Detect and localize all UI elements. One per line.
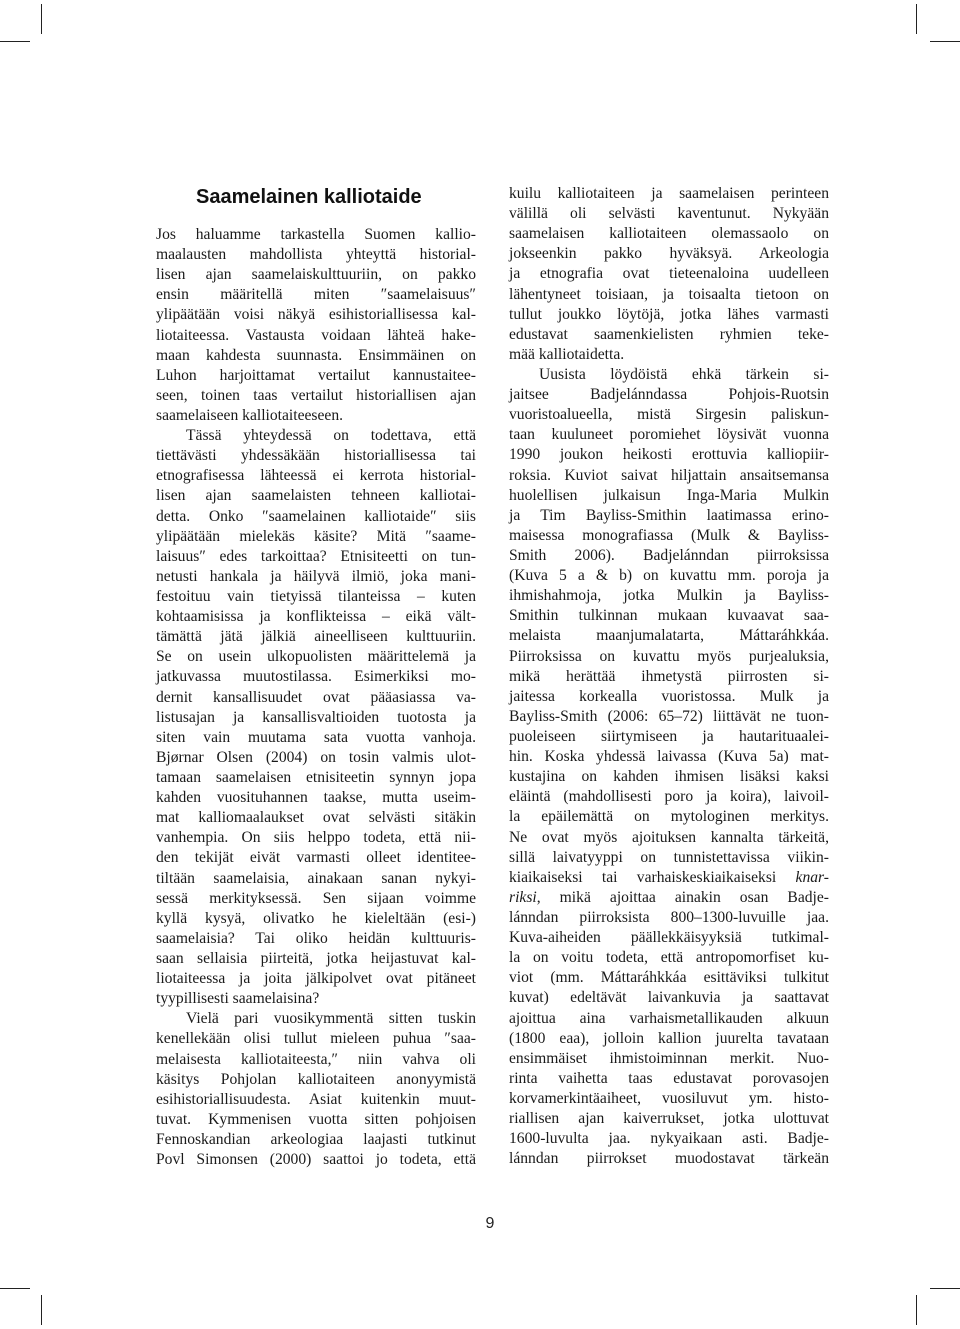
text-line: dernit kansallisuudet ovat pääasiassa va-: [156, 688, 476, 706]
text-line: kahden vuosituhannen taakse, mutta useim-: [156, 789, 476, 807]
crop-mark: [930, 1288, 960, 1289]
text-line: saamelaiseen kalliotaiteeseen.: [156, 406, 344, 424]
text-line: la on voitu todeta, että antropomorfiset ku-: [509, 949, 829, 967]
text-line: roksia. Kuviot saivat hiljattain ansaitsemansa: [509, 466, 829, 484]
text-line: liotaiteessa. Vastausta voidaan lähteä hake-: [156, 326, 476, 344]
text-line: kyllä kysyä, olivatko he kieleltään (esi-): [156, 909, 476, 927]
text-line: Tässä yhteydessä on todettava, että: [186, 427, 476, 445]
crop-mark: [930, 41, 960, 42]
text-line: 1600-luvulta jaa. nykyaikaan asti. Badje-: [509, 1130, 829, 1148]
text-line: lánndan piirroksista 800–1300-luvuille jaa.: [509, 908, 829, 926]
text-line: Ne ovat myös ajoituksen kannalta tärkeitä,: [509, 828, 829, 846]
text-line: kustajina on kahden ihmisen lisäksi kaksi: [509, 768, 829, 786]
text-line: hin. Koska yhdessä laivassa (Kuva 5a) mat-: [509, 748, 829, 766]
text-line: huolellisen julkaisun Inga-Maria Mulkin: [509, 486, 829, 504]
text-line: vanhempia. On siis helppo todeta, että nii-: [156, 829, 476, 847]
text-line: edustavat saamenkielisten ryhmien teke-: [509, 325, 829, 343]
text-line: laisuus″ edes tarkoittaa? Etnisiteetti on tun-: [156, 547, 476, 565]
text-line: korvamerkintäaiheet, vuosiluvut ym. histo-: [509, 1089, 829, 1107]
text-line: Bayliss-Smith (2006: 65–72) liittävät ne tuon-: [509, 707, 829, 725]
text-line: puoleiseen siirtymiseen ja hautarituaalei-: [509, 727, 829, 745]
text-line: kuilu kalliotaiteen ja saamelaisen perinteen: [509, 185, 829, 202]
text-line: tullut joukko löytöjä, jotka lähes varmasti: [509, 305, 829, 323]
text-line: kenellekään olisi tullut mieleen puhua ″saa-: [156, 1030, 476, 1048]
text-line: etnografisessa lähteessä ei kerrota historial-: [156, 467, 476, 485]
text-line: saamelaisia? Tai oliko heidän kulttuuris-: [156, 929, 476, 947]
text-line: jaitsee Badjelánndassa Pohjois-Ruotsin: [509, 386, 829, 404]
text-line: mää kalliotaidetta.: [509, 345, 625, 363]
text-line: ja etnografia ovat tieteenaloina uudelleen: [509, 265, 829, 283]
text-line: ihmishahmoja, jotka Mulkin ja Bayliss-: [509, 587, 829, 605]
text-line: ensin määritellä miten ″saamelaisuus″: [156, 286, 476, 304]
text-line: Vielä pari vuosikymmentä sitten tuskin: [186, 1010, 476, 1028]
text-line: jokseenkin pakko hyväksyä. Arkeologia: [509, 245, 829, 263]
text-line: käsitys Pohjolan kalliotaiteen anonyymistä: [156, 1070, 476, 1088]
text-line: sillä laivatyyppi on tunnistettavissa viikin-: [509, 848, 829, 866]
text-line: siten vain muutama sata vuotta vanhoja.: [156, 728, 476, 746]
text-line: seen, toinen taas vertailut historiallisen ajan: [156, 386, 476, 404]
text-line: listusajan ja kansallisvaltioiden tuotosta ja: [156, 708, 476, 726]
text-line: tämättä jätä jälkiä aineelliseen kulttuuriin.: [156, 628, 476, 646]
text-line: maalausten mahdollista yhteyttä historial-: [156, 246, 476, 264]
text-line: den tekijät eivät varmasti olleet identitee-: [156, 849, 476, 867]
text-line: ylipäätään mielekäs käsite? Mitä ″saame-: [156, 527, 476, 545]
text-line: ensimmäiset ihmistoiminnan merkit. Nuo-: [509, 1049, 829, 1067]
text-line: eläintä (mahdollisesti poro ja koira), laivoil-: [509, 788, 829, 806]
page-number: 9: [485, 1215, 495, 1232]
text-line: kuvat) edeltävät laivankuvia ja saattavat: [509, 989, 829, 1007]
text-line: ja Tim Bayliss-Smithin laatimassa erino-: [509, 506, 829, 524]
text-line: Piirroksissa on kuvattu myös purjealuksia,: [509, 647, 829, 665]
text-line: viot (mm. Máttaráhkkáa esittäviksi tulkitut: [509, 969, 829, 987]
text-line: Se on usein ulkopuolisten määrittelemä ja: [156, 648, 476, 666]
text-line: (Kuva 5 a & b) on kuvattu mm. poroja ja: [509, 567, 829, 585]
text-line: Luhon harjoittamat vertailut kannustaitee-: [156, 366, 476, 384]
text-line: Jos haluamme tarkastella Suomen kallio-: [156, 226, 476, 243]
text-line: maisessa monografiassa (Mulk & Bayliss-: [509, 526, 829, 544]
text-line: taan kuuluneet poromiehet löysivät vuonna: [509, 426, 829, 444]
text-line: mat kalliomaalaukset ovat selvästi sitäkin: [156, 809, 476, 827]
text-line: jaitessa korkealla vuoristossa. Mulk ja: [509, 687, 829, 705]
text-line: lisen ajan saamelaisten tehneen kalliotai-: [156, 487, 476, 505]
text-line: tuvat. Kymmenisen vuotta sitten pohjoisen: [156, 1110, 476, 1128]
text-line: tamaan saamelaisen etnisiteetin synnyn jopa: [156, 768, 476, 786]
text-line: melaista maanjumalatarta, Máttaráhkkáa.: [509, 627, 829, 645]
text-line: jatkuvassa muutostilassa. Esimerkiksi mo-: [156, 668, 476, 686]
text-line: tyypillisesti saamelaisina?: [156, 990, 320, 1008]
text-line: Fennoskandian arkeologiaa laajasti tutkinut: [156, 1130, 476, 1148]
text-line: tiettävästi yhdessäkään historiallisessa tai: [156, 447, 476, 465]
text-line: Bjørnar Olsen (2004) on tosin valmis ulot-: [156, 748, 476, 766]
crop-mark: [0, 41, 30, 42]
text-line: Kuva-aiheiden päällekkäisyyksiä tutkimal-: [509, 929, 829, 947]
text-line: ajoittua aina varhaismetallikauden alkuun: [509, 1009, 829, 1027]
text-line: lánndan piirrokset muodostavat tärkeän: [509, 1150, 829, 1168]
text-line: Smith 2006). Badjelánndan piirroksissa: [509, 546, 829, 564]
text-line: la epäilemättä on mytologinen merkitys.: [509, 808, 829, 826]
crop-mark: [916, 4, 917, 34]
text-line: lähentyneet toisiaan, ja toisaalta tietoon on: [509, 285, 829, 303]
text-line: saan sellaisia piirteitä, jotka heijastuvat kal-: [156, 949, 476, 967]
text-line: rinta vaihetta taas edustavat porovasojen: [509, 1069, 829, 1087]
text-line: melaisesta kalliotaiteesta,″ niin vahva oli: [156, 1050, 476, 1068]
text-line: ylipäätään voisi näkyä esihistoriallisessa kal-: [156, 306, 476, 324]
crop-mark: [41, 4, 42, 34]
crop-mark: [916, 1295, 917, 1325]
crop-mark: [0, 1288, 30, 1289]
text-line: esihistoriallisuudesta. Asiat kuitenkin muut-: [156, 1090, 476, 1108]
text-line: välillä oli selvästi kaventunut. Nykyään: [509, 205, 829, 223]
text-line: maan kahdesta suunnasta. Ensimmäinen on: [156, 346, 476, 364]
text-line: lisen ajan saamelaiskulttuuriin, on pakko: [156, 266, 476, 284]
text-line: festoituu vain tietyissä tilanteissa – kuten: [156, 587, 476, 605]
text-line: tiltään saamelaisia, ainakaan sanan nykyi-: [156, 869, 476, 887]
text-line: mikä herättää ihmetystä piirrosten si-: [509, 667, 829, 685]
text-line: vuoristoalueella, mistä Sirgesin paliskun-: [509, 406, 829, 424]
text-line: liotaiteessa ja joita jälkipolvet ovat pitäneet: [156, 970, 476, 988]
text-line: kiaikaiseksi tai varhaiskeskiaikaiseksi knar-: [509, 868, 829, 886]
crop-mark: [41, 1295, 42, 1325]
text-line: 1990 joukon heikosti erottuvia kalliopiir-: [509, 446, 829, 464]
text-line: (1800 eaa), jolloin kallion juurelta tavataan: [509, 1029, 829, 1047]
text-line: Smithin tulkinnan mukaan kuvaavat saa-: [509, 607, 829, 625]
text-line: Uusista löydöistä ehkä tärkein si-: [539, 365, 829, 383]
text-line: sessä merkityksessä. Sen sijaan voimme: [156, 889, 476, 907]
text-line: netusti hankala ja häilyvä ilmiö, joka mani-: [156, 567, 476, 585]
text-line: riallisen ajan kaiverrukset, jotka ulottuvat: [509, 1110, 829, 1128]
text-line: riksi, mikä ajoittaa ainakin osan Badje-: [509, 888, 829, 906]
text-line: Povl Simonsen (2000) saattoi jo todeta, että: [156, 1151, 476, 1169]
text-line: kohtaamisissa ja konflikteissa – eikä vält-: [156, 608, 476, 626]
article-title: Saamelainen kalliotaide: [196, 186, 422, 209]
text-line: saamelaisen kalliotaiteen olemassaolo on: [509, 225, 829, 243]
text-line: detta. Onko ″saamelainen kalliotaide″ siis: [156, 507, 476, 525]
